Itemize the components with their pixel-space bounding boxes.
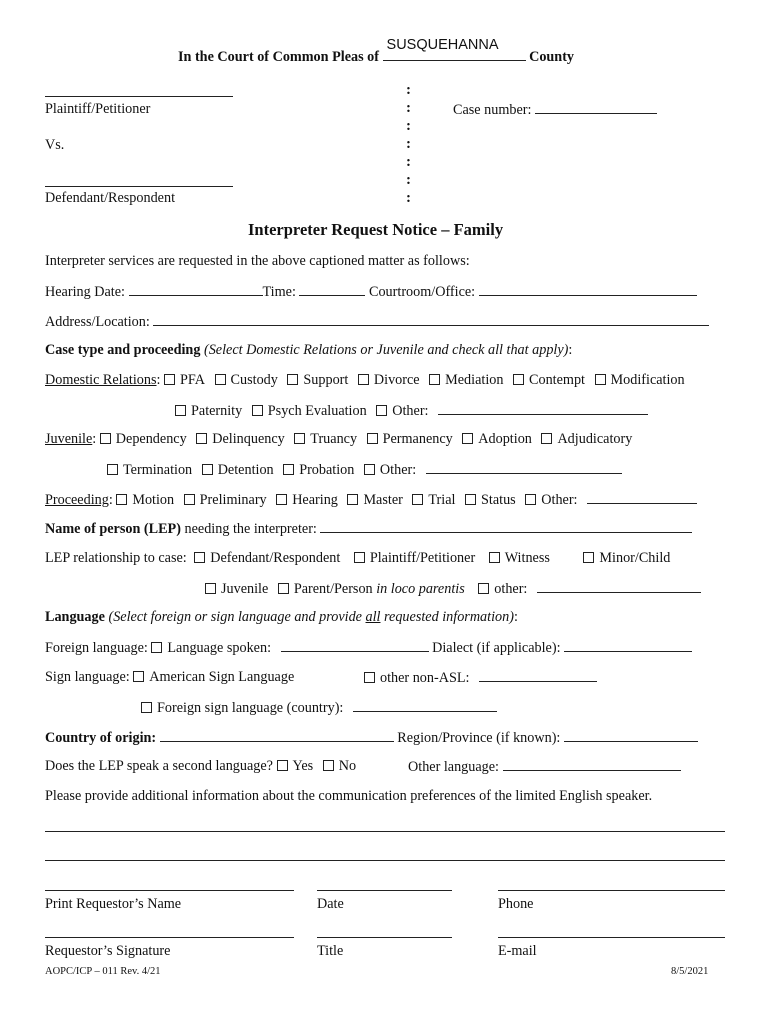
checkbox-icon: [429, 374, 440, 385]
date-label: Date: [317, 896, 344, 912]
option-label: Status: [481, 492, 516, 508]
checkbox-plaintiff-petitioner[interactable]: [354, 550, 475, 566]
checkbox-icon: [358, 374, 369, 385]
foreign-sign-row: [141, 699, 497, 717]
option-label: Parent/Person: [293, 581, 373, 597]
checkbox-icon: [175, 405, 186, 416]
checkbox-defendant-respondent[interactable]: [194, 550, 340, 566]
option-label: Custody: [230, 372, 278, 388]
dialect-field[interactable]: [564, 639, 692, 652]
checkbox-icon: [354, 552, 365, 563]
checkbox-yes[interactable]: [277, 758, 314, 774]
checkbox-icon: [462, 433, 473, 444]
checkbox-pfa[interactable]: [164, 372, 205, 388]
checkbox-dependency[interactable]: [100, 431, 187, 447]
checkbox-contempt[interactable]: [513, 372, 585, 388]
option-label-italic: in loco parentis: [376, 581, 465, 597]
checkbox-mediation[interactable]: [429, 372, 503, 388]
checkbox-modification[interactable]: [595, 372, 685, 388]
option-label: Detention: [217, 462, 274, 478]
option-label: Juvenile: [221, 581, 269, 597]
language-label: Language: [45, 609, 105, 625]
country-field[interactable]: [160, 729, 394, 742]
language-heading: [45, 609, 518, 626]
checkbox-support[interactable]: [287, 372, 348, 388]
language-instruction-all: all: [365, 609, 381, 625]
checkbox-icon: [347, 494, 358, 505]
option-label: Probation: [299, 462, 355, 478]
colon: :: [513, 609, 518, 625]
phone-label: Phone: [498, 896, 534, 912]
hearing-row: [45, 283, 697, 301]
county-field[interactable]: [383, 37, 526, 61]
checkbox-icon: [541, 433, 552, 444]
additional-info-line-2[interactable]: [45, 860, 725, 861]
checkbox-icon: [525, 494, 536, 505]
region-field[interactable]: [564, 729, 698, 742]
checkbox-non-asl[interactable]: [364, 670, 469, 686]
checkbox-relationship-other[interactable]: [478, 581, 527, 597]
email-label: E-mail: [498, 943, 537, 959]
option-label: American Sign Language: [149, 669, 295, 685]
option-label: Master: [363, 492, 403, 508]
country-label: Country of origin:: [45, 730, 157, 746]
checkbox-permanency[interactable]: [367, 431, 453, 447]
checkbox-proceeding-other[interactable]: [525, 492, 577, 508]
option-label: other non-ASL:: [380, 670, 470, 686]
checkbox-icon: [141, 702, 152, 713]
option-label: other:: [494, 581, 528, 597]
option-label: Support: [303, 372, 349, 388]
signature-label: Requestor’s Signature: [45, 943, 171, 959]
option-label: Dependency: [115, 431, 187, 447]
checkbox-icon: [595, 374, 606, 385]
juvenile-other-field[interactable]: [426, 461, 622, 474]
checkbox-divorce[interactable]: [358, 372, 420, 388]
non-asl-field[interactable]: [479, 669, 597, 682]
other-language-field[interactable]: [503, 758, 681, 771]
signature-line[interactable]: [45, 937, 294, 938]
option-label: Paternity: [191, 403, 243, 419]
checkbox-adjudicatory[interactable]: [541, 431, 632, 447]
date-line[interactable]: [317, 890, 452, 891]
checkbox-icon: [184, 494, 195, 505]
option-label: Other:: [392, 403, 429, 419]
print-name-label: Print Requestor’s Name: [45, 896, 182, 912]
time-field[interactable]: [299, 283, 365, 296]
option-label: Adoption: [478, 431, 532, 447]
caption-colon: :: [406, 190, 411, 206]
checkbox-status[interactable]: [465, 492, 516, 508]
option-label: Foreign sign language (country):: [157, 700, 344, 716]
checkbox-icon: [287, 374, 298, 385]
colon: :: [568, 342, 573, 358]
checkbox-icon: [277, 760, 288, 771]
dialect-label: Dialect (if applicable):: [432, 640, 561, 656]
checkbox-icon: [276, 494, 287, 505]
proceeding-row: Proceeding: Motion Preliminary Hearing Master Trial Status Other:: [45, 491, 697, 509]
other-language-label: Other language:: [408, 759, 499, 775]
checkbox-no[interactable]: [323, 758, 356, 774]
option-label: Adjudicatory: [557, 431, 633, 447]
checkbox-icon: [513, 374, 524, 385]
checkbox-icon: [278, 583, 289, 594]
title-label: Title: [317, 943, 344, 959]
checkbox-icon: [465, 494, 476, 505]
checkbox-adoption[interactable]: [462, 431, 532, 447]
relationship-other-field[interactable]: [537, 580, 701, 593]
checkbox-trial[interactable]: [412, 492, 455, 508]
checkbox-juvenile-other[interactable]: [364, 462, 416, 478]
relationship-label: LEP relationship to case:: [45, 550, 187, 566]
checkbox-hearing[interactable]: [276, 492, 338, 508]
checkbox-icon: [294, 433, 305, 444]
checkbox-icon: [151, 642, 162, 653]
county-suffix: County: [529, 49, 575, 65]
address-row: [45, 313, 709, 331]
case-number-field[interactable]: [535, 101, 657, 114]
domestic-row-2: [175, 402, 648, 420]
option-label: Modification: [610, 372, 685, 388]
checkbox-foreign-language[interactable]: [151, 640, 271, 656]
vs-label: Vs.: [45, 137, 65, 153]
lep-name-heading: Name of person (LEP): [45, 521, 181, 537]
address-field[interactable]: [153, 313, 709, 326]
form-title: Interpreter Request Notice – Family: [248, 220, 504, 239]
checkbox-icon: [376, 405, 387, 416]
court-heading: [178, 37, 575, 66]
region-label: Region/Province (if known):: [397, 730, 561, 746]
hearing-date-field[interactable]: [129, 283, 263, 296]
juvenile-row: Juvenile: Dependency Delinquency Truancy Permanency Adoption Adjudicatory: [45, 431, 633, 447]
language-instruction-post: requested information): [384, 609, 514, 625]
form-id: AOPC/ICP – 011 Rev. 4/21: [45, 966, 161, 977]
checkbox-icon: [107, 464, 118, 475]
sign-language-row: [45, 669, 300, 686]
proceeding-label: Proceeding: [45, 492, 109, 508]
option-label: Other:: [541, 492, 578, 508]
sign-language-label: Sign language:: [45, 669, 130, 685]
checkbox-icon: [252, 405, 263, 416]
case-number-label: Case number:: [453, 102, 532, 118]
option-label: Defendant/Respondent: [210, 550, 341, 566]
courtroom-field[interactable]: [479, 283, 697, 296]
caption-colon: :: [406, 154, 411, 170]
caption-colon: :: [406, 118, 411, 134]
checkbox-termination[interactable]: [107, 462, 192, 478]
option-label: No: [338, 758, 357, 774]
lep-name-field[interactable]: [320, 520, 692, 533]
foreign-language-label: Foreign language:: [45, 640, 148, 656]
other-language-row: [408, 758, 681, 776]
plaintiff-name-line[interactable]: [45, 96, 233, 97]
case-type-instruction: (Select Domestic Relations or Juvenile and check all that apply): [203, 342, 569, 358]
checkbox-probation[interactable]: [283, 462, 354, 478]
checkbox-icon: [367, 433, 378, 444]
option-label: Trial: [428, 492, 456, 508]
country-row: [45, 729, 698, 747]
checkbox-icon: [116, 494, 127, 505]
checkbox-master[interactable]: [347, 492, 402, 508]
domestic-other-field[interactable]: [438, 402, 648, 415]
juvenile-row-2: [107, 461, 622, 479]
checkbox-icon: [412, 494, 423, 505]
juvenile-label: Juvenile: [45, 431, 93, 447]
checkbox-icon: [583, 552, 594, 563]
email-line[interactable]: [498, 937, 725, 938]
caption-colon: :: [406, 172, 411, 188]
option-label: Contempt: [529, 372, 585, 388]
checkbox-icon: [323, 760, 334, 771]
hearing-date-label: Hearing Date:: [45, 284, 125, 300]
domestic-relations-label: Domestic Relations: [45, 372, 157, 388]
option-label: Delinquency: [212, 431, 285, 447]
checkbox-icon: [215, 374, 226, 385]
caption-colon: :: [406, 136, 411, 152]
courtroom-label: Courtroom/Office:: [369, 284, 476, 300]
foreign-language-row: [45, 639, 692, 657]
option-label: Mediation: [445, 372, 504, 388]
lep-relationship-row-2: [205, 580, 701, 598]
checkbox-icon: [478, 583, 489, 594]
print-name-line[interactable]: [45, 890, 294, 891]
option-label: Divorce: [373, 372, 420, 388]
lep-relationship-row: [45, 550, 676, 567]
footer-date: 8/5/2021: [671, 966, 709, 977]
checkbox-icon: [164, 374, 175, 385]
second-language-row: [45, 758, 362, 775]
checkbox-motion[interactable]: [116, 492, 174, 508]
option-label: Other:: [379, 462, 417, 478]
option-label: Preliminary: [199, 492, 267, 508]
option-label: Termination: [123, 462, 193, 478]
checkbox-truancy[interactable]: [294, 431, 357, 447]
caption-colon: :: [406, 82, 411, 98]
checkbox-psych-evaluation[interactable]: [252, 403, 367, 419]
checkbox-asl[interactable]: [133, 669, 294, 685]
checkbox-icon: [283, 464, 294, 475]
checkbox-delinquency[interactable]: [196, 431, 285, 447]
second-language-question: Does the LEP speak a second language?: [45, 758, 273, 774]
checkbox-icon: [194, 552, 205, 563]
proceeding-other-field[interactable]: [587, 491, 697, 504]
checkbox-icon: [196, 433, 207, 444]
option-label: Motion: [132, 492, 175, 508]
case-number: [453, 101, 657, 119]
language-instruction-pre: (Select foreign or sign language and provide: [108, 609, 362, 625]
additional-info-line-1[interactable]: [45, 831, 725, 832]
phone-line[interactable]: [498, 890, 725, 891]
lep-name-row: [45, 520, 692, 538]
language-spoken-field[interactable]: [281, 639, 429, 652]
option-label: PFA: [180, 372, 205, 388]
option-label: Permanency: [382, 431, 453, 447]
option-label: Hearing: [292, 492, 338, 508]
option-label: Yes: [292, 758, 314, 774]
case-type-label: Case type and proceeding: [45, 342, 201, 358]
checkbox-domestic-other[interactable]: [376, 403, 428, 419]
checkbox-preliminary[interactable]: [184, 492, 267, 508]
checkbox-icon: [100, 433, 111, 444]
option-label: Language spoken:: [167, 640, 272, 656]
option-label: Truancy: [310, 431, 358, 447]
option-label: Plaintiff/Petitioner: [369, 550, 476, 566]
additional-info-prompt: Please provide additional information about the communication preferences of the limited English speaker.: [45, 788, 653, 804]
defendant-label: Defendant/Respondent: [45, 190, 176, 206]
checkbox-icon: [364, 672, 375, 683]
caption-colon: :: [406, 100, 411, 116]
checkbox-detention[interactable]: [202, 462, 274, 478]
checkbox-minor-child[interactable]: [583, 550, 670, 566]
domestic-row: Domestic Relations: PFA Custody Support Divorce Mediation Contempt Modification: [45, 372, 685, 388]
checkbox-custody[interactable]: [215, 372, 278, 388]
option-label: Psych Evaluation: [267, 403, 367, 419]
court-prefix: In the Court of Common Pleas of: [178, 49, 379, 65]
option-label: Witness: [504, 550, 550, 566]
foreign-sign-field[interactable]: [353, 699, 497, 712]
case-type-heading: [45, 342, 572, 359]
title-line[interactable]: [317, 937, 452, 938]
checkbox-witness[interactable]: [489, 550, 550, 566]
checkbox-paternity[interactable]: [175, 403, 242, 419]
non-asl-row: [364, 669, 597, 687]
intro-text: Interpreter services are requested in the above captioned matter as follows:: [45, 253, 470, 269]
option-label: Minor/Child: [599, 550, 671, 566]
checkbox-icon: [364, 464, 375, 475]
checkbox-icon: [489, 552, 500, 563]
checkbox-foreign-sign[interactable]: [141, 700, 343, 716]
checkbox-icon: [205, 583, 216, 594]
checkbox-icon: [133, 671, 144, 682]
checkbox-juvenile[interactable]: [205, 581, 268, 597]
time-label: Time:: [262, 284, 296, 300]
checkbox-parent-person[interactable]: [278, 581, 465, 597]
checkbox-icon: [202, 464, 213, 475]
defendant-name-line[interactable]: [45, 186, 233, 187]
plaintiff-label: Plaintiff/Petitioner: [45, 101, 151, 117]
address-label: Address/Location:: [45, 314, 150, 330]
county-value: SUSQUEHANNA: [386, 37, 499, 53]
lep-name-suffix: needing the interpreter:: [184, 521, 317, 537]
